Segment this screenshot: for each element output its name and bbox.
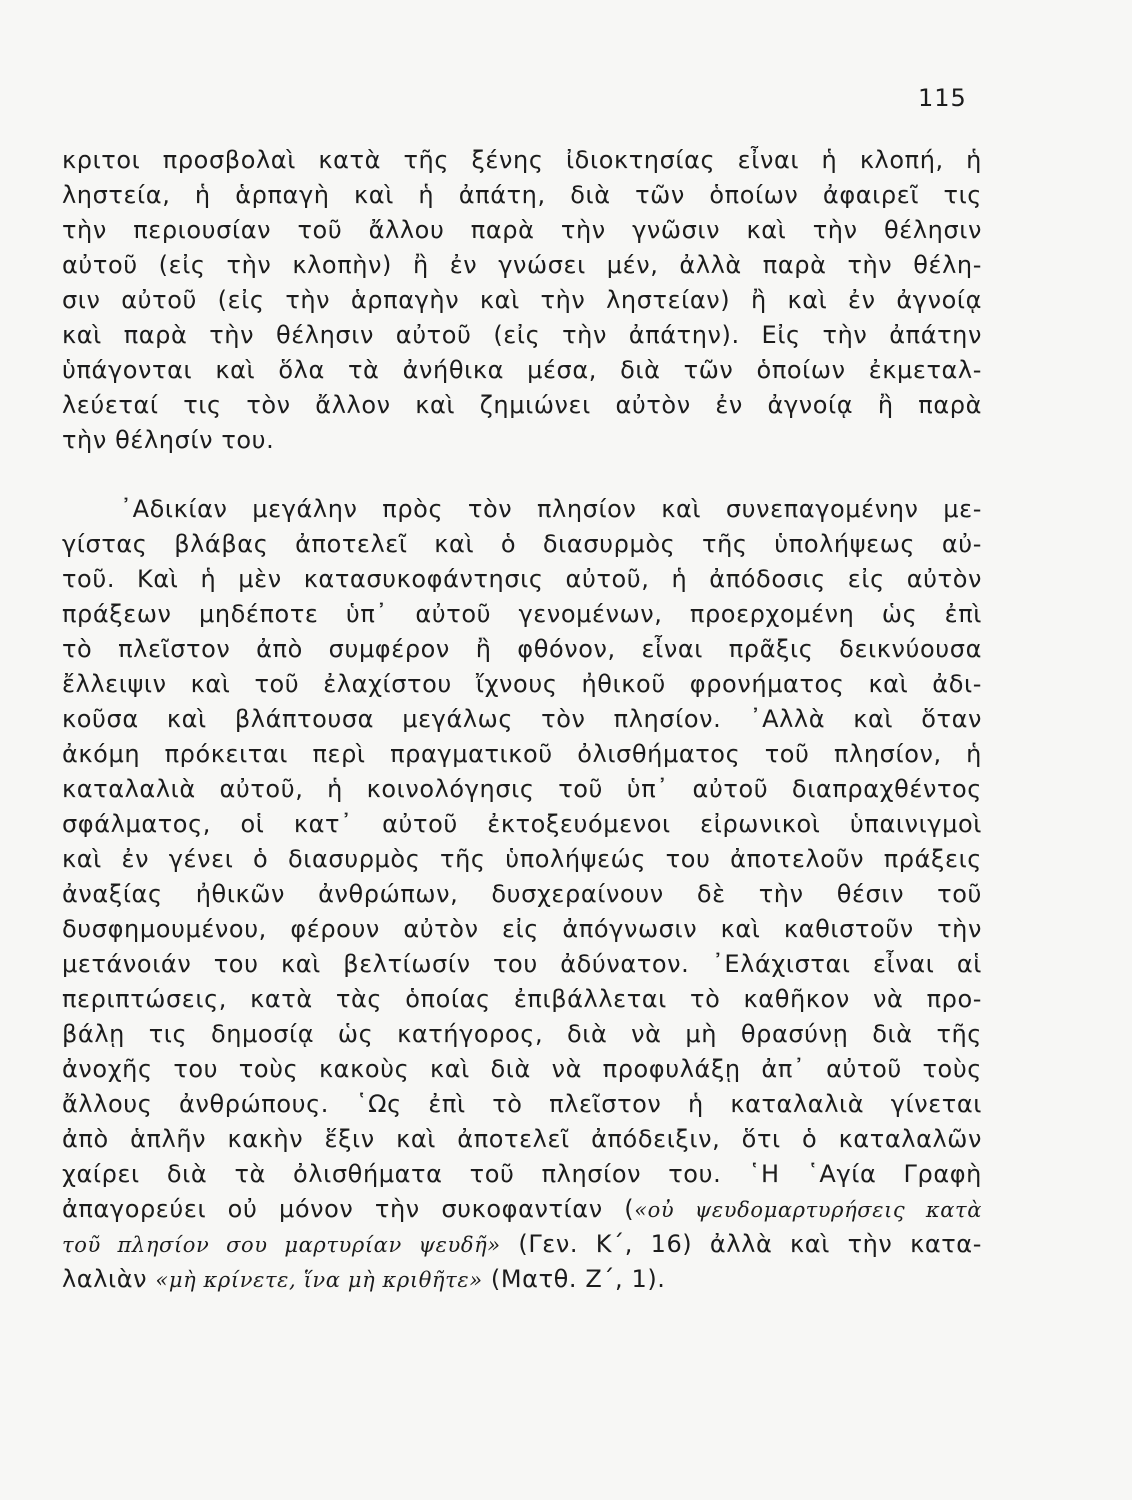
text-line: ἄλλους ἀνθρώπους. ῾Ως ἐπὶ τὸ πλεῖστον ἡ καταλαλιὰ γίνεται xyxy=(62,1090,982,1118)
text-line-with-quote xyxy=(62,1227,982,1261)
text-line: ἀκόμη πρόκειται περὶ πραγματικοῦ ὀλισθήματος τοῦ πλησίον, ἡ xyxy=(62,740,982,768)
text-line: τὴν θέλησίν του. xyxy=(62,426,275,454)
text-line: σιν αὐτοῦ (εἰς τὴν ἁρπαγὴν καὶ τὴν ληστείαν) ἢ καὶ ἐν ἀγνοίᾳ xyxy=(62,286,982,314)
text-line: ληστεία, ἡ ἁρπαγὴ καὶ ἡ ἀπάτη, διὰ τῶν ὁποίων ἀφαιρεῖ τις xyxy=(62,181,982,209)
text-line: καὶ ἐν γένει ὁ διασυρμὸς τῆς ὑπολήψεώς του ἀποτελοῦν πράξεις xyxy=(62,845,982,873)
text-line: καταλαλιὰ αὐτοῦ, ἡ κοινολόγησις τοῦ ὑπ᾿ αὐτοῦ διαπραχθέντος xyxy=(62,775,982,803)
text-run: (Γεν. Κ΄, 16) ἀλλὰ καὶ τὴν κατα- xyxy=(500,1230,982,1258)
text-line: βάλῃ τις δημοσίᾳ ὡς κατήγορος, διὰ νὰ μὴ θρασύνῃ διὰ τῆς xyxy=(62,1020,982,1048)
text-line: γίστας βλάβας ἀποτελεῖ καὶ ὁ διασυρμὸς τῆς ὑπολήψεως αὐ- xyxy=(62,530,982,558)
text-line: λεύεταί τις τὸν ἄλλον καὶ ζημιώνει αὐτὸν ἐν ἀγνοίᾳ ἢ παρὰ xyxy=(62,391,982,419)
text-run: ἀπαγορεύει οὐ μόνον τὴν συκοφαντίαν ( xyxy=(62,1195,635,1223)
text-line: αὐτοῦ (εἰς τὴν κλοπὴν) ἢ ἐν γνώσει μέν, ἀλλὰ παρὰ τὴν θέλη- xyxy=(62,251,982,279)
text-line: περιπτώσεις, κατὰ τὰς ὁποίας ἐπιβάλλεται τὸ καθῆκον νὰ προ- xyxy=(62,985,982,1013)
text-line: καὶ παρὰ τὴν θέλησιν αὐτοῦ (εἰς τὴν ἀπάτην). Εἰς τὴν ἀπάτην xyxy=(62,321,982,349)
text-line: ἀνοχῆς του τοὺς κακοὺς καὶ διὰ νὰ προφυλάξῃ ἀπ᾿ αὐτοῦ τοὺς xyxy=(62,1055,982,1083)
text-run: λαλιὰν xyxy=(62,1265,156,1293)
text-line: τὴν περιουσίαν τοῦ ἄλλου παρὰ τὴν γνῶσιν καὶ τὴν θέλησιν xyxy=(62,216,982,244)
text-line: τοῦ. Καὶ ἡ μὲν κατασυκοφάντησις αὐτοῦ, ἡ ἀπόδοσις εἰς αὐτὸν xyxy=(62,565,982,593)
text-line: ᾿Αδικίαν μεγάλην πρὸς τὸν πλησίον καὶ συνεπαγομένην με- xyxy=(120,495,982,523)
text-line: δυσφημουμένου, φέρουν αὐτὸν εἰς ἀπόγνωσιν καὶ καθιστοῦν τὴν xyxy=(62,915,982,943)
text-line: ἀπὸ ἁπλῆν κακὴν ἕξιν καὶ ἀποτελεῖ ἀπόδειξιν, ὅτι ὁ καταλαλῶν xyxy=(62,1125,982,1153)
text-run: (Ματθ. Ζ΄, 1). xyxy=(482,1265,666,1293)
text-line: ἀναξίας ἠθικῶν ἀνθρώπων, δυσχεραίνουν δὲ τὴν θέσιν τοῦ xyxy=(62,880,982,908)
text-line: τὸ πλεῖστον ἀπὸ συμφέρον ἢ φθόνον, εἶναι πρᾶξις δεικνύουσα xyxy=(62,635,982,663)
page-number: 115 xyxy=(918,84,967,112)
text-line: μετάνοιάν του καὶ βελτίωσίν του ἀδύνατον. ᾿Ελάχισται εἶναι αἱ xyxy=(62,950,982,978)
text-line: κριτοι προσβολαὶ κατὰ τῆς ξένης ἰδιοκτησίας εἶναι ἡ κλοπή, ἡ xyxy=(62,146,982,174)
text-line: κοῦσα καὶ βλάπτουσα μεγάλως τὸν πλησίον. ᾿Αλλὰ καὶ ὅταν xyxy=(62,705,982,733)
scripture-quote: τοῦ πλησίον σου μαρτυρίαν ψευδῆ» xyxy=(62,1233,501,1257)
text-line-with-quote xyxy=(62,1192,982,1226)
text-line: χαίρει διὰ τὰ ὀλισθήματα τοῦ πλησίον του. ῾Η ῾Αγία Γραφὴ xyxy=(62,1160,982,1188)
text-line: ὑπάγονται καὶ ὅλα τὰ ἀνήθικα μέσα, διὰ τῶν ὁποίων ἐκμεταλ- xyxy=(62,356,982,384)
scripture-quote: «μὴ κρίνετε, ἵνα μὴ κριθῆτε» xyxy=(155,1268,483,1292)
scripture-quote: «οὐ ψευδομαρτυρήσεις κατὰ xyxy=(634,1198,982,1222)
text-line-with-quote xyxy=(62,1262,982,1296)
text-line: σφάλματος, οἱ κατ᾿ αὐτοῦ ἐκτοξευόμενοι εἰρωνικοὶ ὑπαινιγμοὶ xyxy=(62,810,982,838)
text-line: ἔλλειψιν καὶ τοῦ ἐλαχίστου ἴχνους ἠθικοῦ φρονήματος καὶ ἀδι- xyxy=(62,670,982,698)
text-line: πράξεων μηδέποτε ὑπ᾿ αὐτοῦ γενομένων, προερχομένη ὡς ἐπὶ xyxy=(62,600,982,628)
